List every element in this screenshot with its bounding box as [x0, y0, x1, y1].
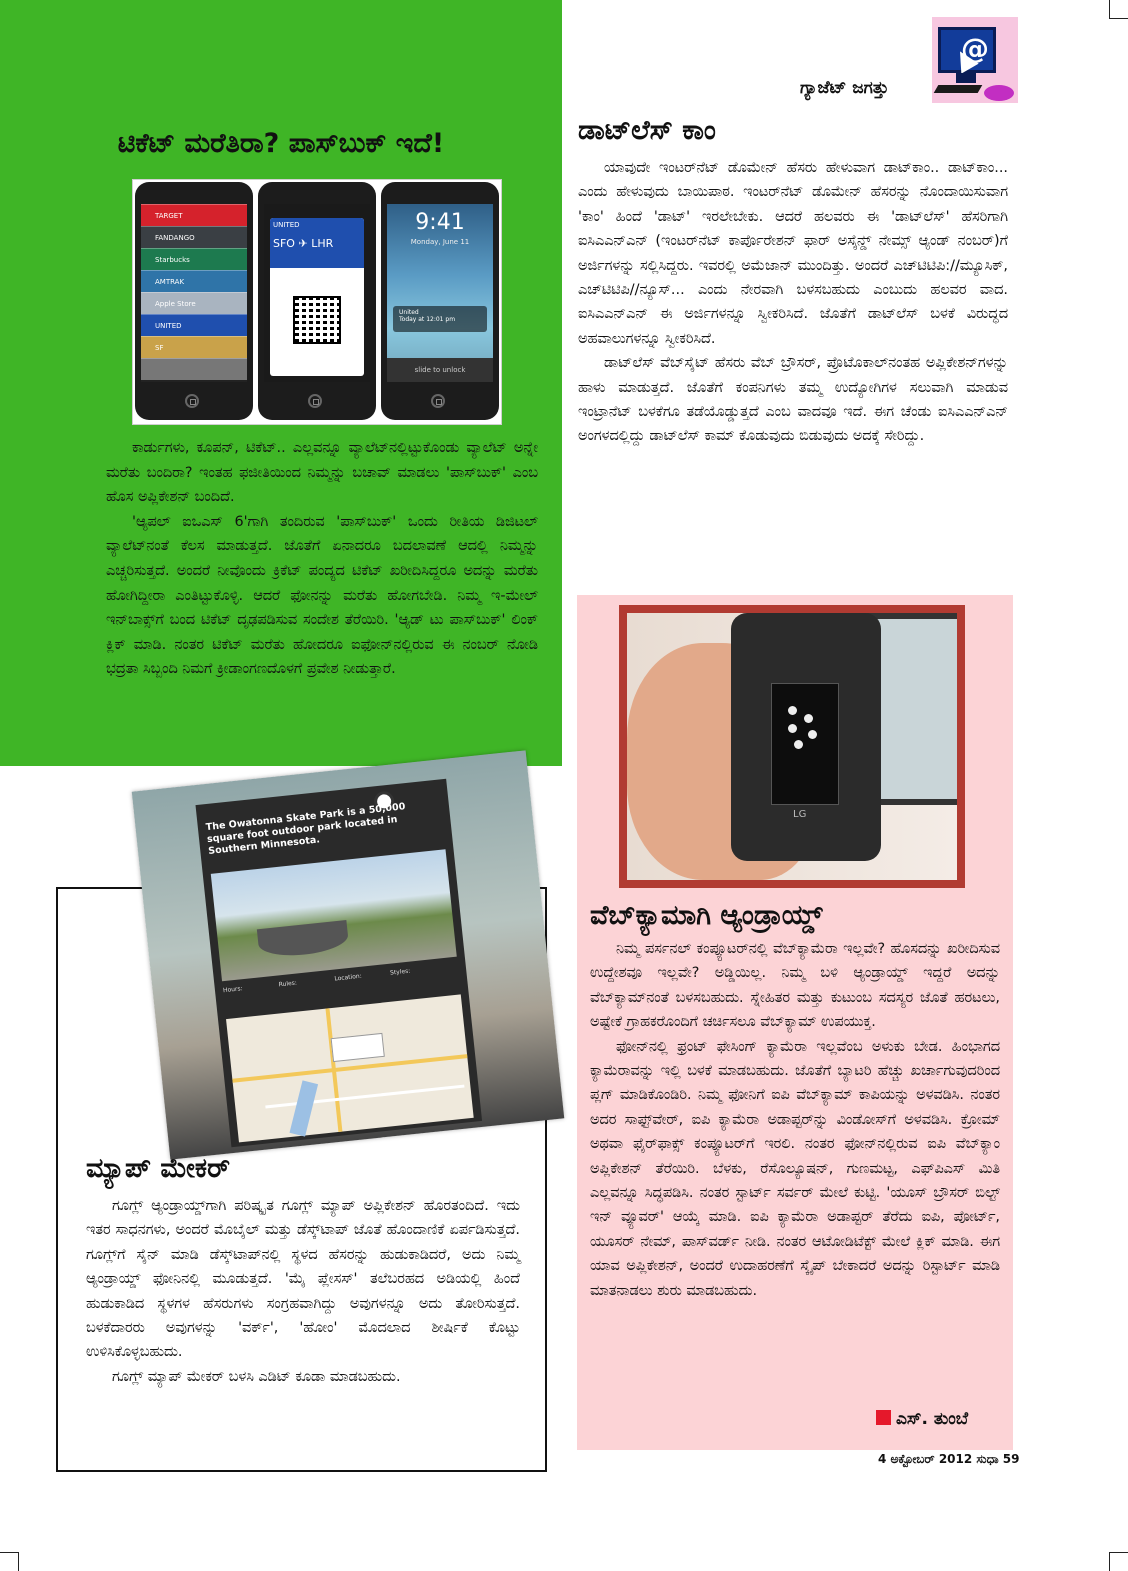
dotless-title: ಡಾಟ್‌ಲೆಸ್ ಕಾಂ — [578, 115, 716, 146]
mouse-icon — [984, 85, 1014, 101]
monitor-icon — [938, 27, 996, 73]
crop-mark-top-right — [1109, 0, 1128, 19]
passbook-phones-image — [132, 179, 502, 425]
crop-mark-bottom-left — [0, 1552, 19, 1571]
wallet-card: TARGET — [141, 204, 247, 226]
passbook-title: ಟಿಕೆಟ್ ಮರೆತಿರಾ? ಪಾಸ್‌ಬುಕ್ ಇದೆ! — [117, 128, 445, 159]
webcam-paragraph: ನಿಮ್ಮ ಪರ್ಸನಲ್ ಕಂಪ್ಯೂಟರ್‌ನಲ್ಲಿ ವೆಬ್‌ಕ್ಯಾಮೆರಾ ಇಲ್ಲವೇ? ಹೊಸದನ್ನು ಖರೀದಿಸುವ ಉದ್ದೇಶವೂ ಇಲ್ಲವೇ? ಅಡ್ಡಿಯಿಲ್ಲ. ನಿಮ್ಮ ಬಳಿ ಆ್ಯಂಡ್ರಾಯ್ಡ್ ಇದ್ದರೆ ಅದನ್ನು ವೆಬ್‌ಕ್ಯಾಮ್‌ನಂತೆ ಬಳಸಬಹುದು. ಸ್ನೇಹಿತರ ಮತ್ತು ಕುಟುಂಬ ಸದಸ್ಯರ ಜೊತೆ ಹರಟಲು, ಅಷ್ಟೇಕೆ ಗ್ರಾಹಕರೊಂದಿಗೆ ಚರ್ಚಿಸಲೂ ವೆಬ್‌ಕ್ಯಾಮ್ ಉಪಯುಕ್ತ. — [590, 941, 1000, 1031]
wallet-card: SF — [141, 336, 247, 358]
passbook-paragraph: 'ಆ್ಯಪಲ್ ಐಒಎಸ್ 6'ಗಾಗಿ ತಂದಿರುವ 'ಪಾಸ್‌ಬುಕ್' ಒಂದು ರೀತಿಯ ಡಿಜಿಟಲ್ ವ್ಯಾಲೆಟ್‌ನಂತೆ ಕೆಲಸ ಮಾಡುತ್ತದೆ. ಜೊತೆಗೆ ಏನಾದರೂ ಬದಲಾವಣೆ ಆದಲ್ಲಿ ನಿಮ್ಮನ್ನು ಎಚ್ಚರಿಸುತ್ತದೆ. ಅಂದರೆ ನೀವೊಂದು ಕ್ರಿಕೆಟ್ ಪಂದ್ಯದ ಟಿಕೆಟ್ ಖರೀದಿಸಿದ್ದರೂ ಅದನ್ನು ಮರೆತು ಹೋಗಿದ್ದೀರಾ ಎಂತಿಟ್ಟುಕೊಳ್ಳಿ. ಆದರೆ ಫೋನನ್ನು ಮರೆತು ಹೋಗಬೇಡಿ. ನಿಮ್ಮ ಇ-ಮೇಲ್ ಇನ್‌ಬಾಕ್ಸ್‌ಗೆ ಬಂದ ಟಿಕೆಟ್ ದೃಢಪಡಿಸುವ ಸಂದೇಶ ತೆರೆಯಿರಿ. 'ಆ್ಯಡ್ ಟು ಪಾಸ್‌ಬುಕ್' ಲಿಂಕ್ ಕ್ಲಿಕ್ ಮಾಡಿ. ನಂತರ ಟಿಕೆಟ್ ಮರೆತು ಹೋದರೂ ಐಫೋನ್‌ನಲ್ಲಿರುವ ಈ ನಂಬರ್ ನೋಡಿ ಭದ್ರತಾ ಸಿಬ್ಬಂದಿ ನಿಮಗೆ ಕ್ರೀಡಾಂಗಣದೊಳಗೆ ಪ್ರವೇಶ ನೀಡುತ್ತಾರೆ. — [106, 513, 538, 678]
phone-boarding-pass — [258, 182, 376, 420]
notification — [393, 306, 487, 332]
page-footer: 4 ಅಕ್ಟೋಬರ್ 2012 ಸುಧಾ 59 — [878, 1452, 1020, 1466]
webcam-body — [590, 937, 1000, 1303]
passbook-paragraph: ಕಾರ್ಡುಗಳು, ಕೂಪನ್, ಟಿಕೆಟ್.. ಎಲ್ಲವನ್ನೂ ವ್ಯಾಲೆಟ್‌ನಲ್ಲಿಟ್ಟುಕೊಂಡು ವ್ಯಾಲೆಟ್ ಅನ್ನೇ ಮರೆತು ಬಂದಿರಾ? ಇಂತಹ ಫಜೀತಿಯಿಂದ ನಿಮ್ಮನ್ನು ಬಚಾವ್ ಮಾಡಲು 'ಪಾಸ್‌ಬುಕ್' ಎಂಬ ಹೊಸ ಅಪ್ಲಿಕೇಶನ್ ಬಂದಿದೆ. — [106, 440, 538, 506]
mapmaker-screenshot — [132, 750, 565, 1159]
android-phone-back — [731, 613, 881, 861]
map-headline: The Owatonna Skate Park is a 50,000 square foot outdoor park located in Southern Minnesota. — [205, 801, 406, 857]
wallet-card: FANDANGO — [141, 226, 247, 248]
mapmaker-paragraph: ಗೂಗ್ಲ್ ಮ್ಯಾಪ್ ಮೇಕರ್ ಬಳಸಿ ಎಡಿಟ್ ಕೂಡಾ ಮಾಡಬಹುದು. — [112, 1368, 401, 1385]
map-info-panel — [195, 779, 482, 1147]
boarding-to: LHR — [311, 237, 334, 250]
home-button-icon — [308, 394, 322, 408]
wallet-card: Starbucks — [141, 248, 247, 270]
camera-module-icon — [771, 683, 839, 805]
dotless-body — [578, 156, 1008, 449]
passbook-body — [106, 436, 538, 682]
plane-icon: ✈ — [298, 237, 312, 250]
wallet-cards — [141, 204, 247, 382]
dotless-paragraph: ಡಾಟ್‌ಲೆಸ್ ವೆಬ್‌ಸೈಟ್ ಹೆಸರು ವೆಬ್ ಬ್ರೌಸರ್, ಪ್ರೊಟೊಕಾಲ್‌ನಂತಹ ಅಪ್ಲಿಕೇಶನ್‌ಗಳನ್ನು ಹಾಳು ಮಾಡುತ್ತದೆ. ಜೊತೆಗೆ ಕಂಪನಿಗಳು ತಮ್ಮ ಉದ್ಯೋಗಿಗಳ ಸಲುವಾಗಿ ಮಾಡುವ ಇಂಟ್ರಾನೆಟ್ ಬಳಕೆಗೂ ತಡೆಯೊಡ್ಡುತ್ತದೆ ಎಂಬ ವಾದವೂ ಇದೆ. ಈಗ ಚೆಂಡು ಐಸಿಎಎನ್‌ಎನ್ ಅಂಗಳದಲ್ಲಿದ್ದು ಡಾಟ್‌ಲೆಸ್ ಕಾಮ್ ಕೊಡುವುದು ಬಿಡುವುದು ಅದಕ್ಕೆ ಸೇರಿದ್ದು. — [578, 355, 1008, 445]
lock-date: Monday, June 11 — [410, 238, 470, 246]
map-meta-item: Hours: — [222, 985, 243, 995]
section-label: ಗ್ಯಾಜೆಟ್ ಜಗತ್ತು — [800, 78, 889, 98]
notification-text: Today at 12:01 pm — [399, 316, 456, 323]
webcam-paragraph: ಫೋನ್‌ನಲ್ಲಿ ಫ್ರಂಟ್ ಫೇಸಿಂಗ್ ಕ್ಯಾಮೆರಾ ಇಲ್ಲವೆಂಬ ಅಳುಕು ಬೇಡ. ಹಿಂಭಾಗದ ಕ್ಯಾಮೆರಾವನ್ನು ಇಲ್ಲಿ ಬಳಕೆ ಮಾಡಬಹುದು. ಜೊತೆಗೆ ಬ್ಯಾಟರಿ ಹೆಚ್ಚು ಖರ್ಚಾಗುವುದರಿಂದ ಪ್ಲಗ್ ಮಾಡಿಕೊಂಡಿರಿ. ನಿಮ್ಮ ಫೋನಿಗೆ ಐಪಿ ವೆಬ್‌ಕ್ಯಾಮ್ ಕಾಪಿಯನ್ನು ಅಳವಡಿಸಿ. ನಂತರ ಅದರ ಸಾಫ್ಟ್‌ವೇರ್, ಐಪಿ ಕ್ಯಾಮೆರಾ ಅಡಾಪ್ಟರ್‌ನ್ನು ವಿಂಡೋಸ್‌ಗೆ ಅಳವಡಿಸಿ. ಕ್ರೋಮ್ ಅಥವಾ ಫೈರ್‌ಫಾಕ್ಸ್ ಕಂಪ್ಯೂಟರ್‌ಗೆ ಇರಲಿ. ನಂತರ ಫೋನ್‌ನಲ್ಲಿರುವ ಐಪಿ ವೆಬ್‌ಕ್ಯಾಂ ಅಪ್ಲಿಕೇಶನ್ ತೆರೆಯಿರಿ. ಬೆಳಕು, ರೆಸೊಲ್ಯೂಷನ್, ಗುಣಮಟ್ಟ, ಎಫ್‌ಪಿಎಸ್ ಮಿತಿ ಎಲ್ಲವನ್ನೂ ಸಿದ್ಧಪಡಿಸಿ. ನಂತರ ಸ್ಟಾರ್ಟ್ ಸರ್ವರ್ ಮೇಲೆ ಕುಟ್ಟಿ. 'ಯೂಸ್ ಬ್ರೌಸರ್ ಬಿಲ್ಟ್ ಇನ್ ವ್ಯೂವರ್' ಆಯ್ಕೆ ಮಾಡಿ. ಐಪಿ ಕ್ಯಾಮೆರಾ ಅಡಾಪ್ಟರ್ ತೆರೆದು ಐಪಿ, ಪೋರ್ಟ್, ಯೂಸರ್ ನೇಮ್, ಪಾಸ್‌ವರ್ಡ್ ನೀಡಿ. ನಂತರ ಆಟೋಡಿಟೆಕ್ಟ್ ಮೇಲೆ ಕ್ಲಿಕ್ ಮಾಡಿ. ಈಗ ಯಾವ ಅಪ್ಲಿಕೇಶನ್, ಅಂದರೆ ಉದಾಹರಣೆಗೆ ಸ್ಕೈಪ್ ಬೇಕಾದರೆ ಅದನ್ನು ರಿಸ್ಟಾರ್ಟ್ ಮಾಡಿ ಮಾತನಾಡಲು ಶುರು ಮಾಡಬಹುದು. — [590, 1038, 1000, 1299]
at-sign-icon: @ — [961, 32, 989, 65]
map-pin-icon — [331, 1033, 385, 1062]
home-button-icon — [431, 394, 445, 408]
wallet-card — [141, 358, 247, 380]
byline — [876, 1409, 968, 1429]
mapmaker-paragraph: ಗೂಗ್ಲ್ ಆ್ಯಂಡ್ರಾಯ್ಡ್‌ಗಾಗಿ ಪರಿಷ್ಕೃತ ಗೂಗ್ಲ್ ಮ್ಯಾಪ್ ಅಪ್ಲಿಕೇಶನ್ ಹೊರತಂದಿದೆ. ಇದು ಇತರ ಸಾಧನಗಳು, ಅಂದರೆ ಮೊಬೈಲ್ ಮತ್ತು ಡೆಸ್ಕ್‌ಟಾಪ್ ಜೊತೆ ಹೊಂದಾಣಿಕೆ ಏರ್ಪಡಿಸುತ್ತದೆ. ಗೂಗ್ಲ್‌ಗೆ ಸೈನ್ ಮಾಡಿ ಡೆಸ್ಕ್‌ಟಾಪ್‌ನಲ್ಲಿ ಸ್ಥಳದ ಹೆಸರನ್ನು ಹುಡುಕಾಡಿದರೆ, ಅದು ನಿಮ್ಮ ಆ್ಯಂಡ್ರಾಯ್ಡ್ ಫೋನಿನಲ್ಲಿ ಮೂಡುತ್ತದೆ. 'ಮೈ ಪ್ಲೇಸಸ್' ತಲೆಬರಹದ ಅಡಿಯಲ್ಲಿ ಹಿಂದೆ ಹುಡುಕಾಡಿದ ಸ್ಥಳಗಳ ಹೆಸರುಗಳು ಸಂಗ್ರಹವಾಗಿದ್ದು ಅವುಗಳನ್ನೂ ಅದು ತೋರಿಸುತ್ತದೆ. ಬಳಕೆದಾರರು ಅವುಗಳನ್ನು 'ವರ್ಕ್', 'ಹೋಂ' ಮೊದಲಾದ ಶೀರ್ಷಿಕೆ ಕೊಟ್ಟು ಉಳಿಸಿಕೊಳ್ಳಬಹುದು. — [86, 1198, 520, 1361]
webcam-image-frame — [619, 605, 965, 888]
crop-mark-bottom-right — [1109, 1552, 1128, 1571]
map-meta-item: Styles: — [389, 967, 411, 977]
qr-code-icon — [295, 298, 339, 342]
phone-lock-screen — [381, 182, 499, 420]
notification-title: United — [399, 309, 419, 316]
boarding-pass — [270, 218, 364, 376]
keyboard-icon — [934, 85, 983, 93]
gadget-logo — [932, 17, 1018, 103]
byline-author: ಎಸ್. ತುಂಬೆ — [896, 1409, 969, 1429]
map-view — [226, 994, 474, 1142]
mapmaker-body — [86, 1194, 520, 1389]
webcam-title: ವೆಬ್‌ಕ್ಯಾಮಾಗಿ ಆ್ಯಂಡ್ರಾಯ್ಡ್ — [590, 900, 823, 931]
mapmaker-title: ಮ್ಯಾಪ್ ಮೇಕರ್ — [86, 1153, 231, 1184]
phone-wallet — [135, 182, 253, 420]
boarding-from: SFO — [273, 237, 295, 250]
wallet-card: AMTRAK — [141, 270, 247, 292]
home-button-icon — [185, 394, 199, 408]
wallet-card: UNITED — [141, 314, 247, 336]
byline-square-icon — [876, 1410, 891, 1425]
slide-to-unlock: slide to unlock — [387, 358, 493, 382]
dotless-paragraph: ಯಾವುದೇ ಇಂಟರ್‌ನೆಟ್ ಡೊಮೇನ್ ಹೆಸರು ಹೇಳುವಾಗ ಡಾಟ್‌ಕಾಂ.. ಡಾಟ್‌ಕಾಂ... ಎಂದು ಹೇಳುವುದು ಬಾಯಿಪಾಠ. ಇಂಟರ್‌ನೆಟ್ ಡೊಮೇನ್ ಹೆಸರನ್ನು ನೊಂದಾಯಿಸುವಾಗ 'ಕಾಂ' ಹಿಂದೆ 'ಡಾಟ್' ಇರಲೇಬೇಕು. ಆದರೆ ಹಲವರು ಈ 'ಡಾಟ್‌ಲೆಸ್' ಹೆಸರಿಗಾಗಿ ಐಸಿಎಎನ್‌ಎನ್ (ಇಂಟರ್‌ನೆಟ್ ಕಾರ್ಪೊರೇಶನ್ ಫಾರ್ ಅಸೈನ್ಡ್ ನೇಮ್ಸ್ ಆ್ಯಂಡ್ ನಂಬರ್)ಗೆ ಅರ್ಜಿಗಳನ್ನು ಸಲ್ಲಿಸಿದ್ದರು. ಇವರಲ್ಲಿ ಅಮೆಜಾನ್ ಮುಂದಿತ್ತು. ಅಂದರೆ ಎಚ್‌ಟಿಟಿಪಿ://ಮ್ಯೂಸಿಕ್, ಎಚ್‌ಟಿಟಿಪಿ//ನ್ಯೂಸ್... ಎಂದು ನೇರವಾಗಿ ಬಳಸಬಹುದು ಎಂಬುದು ಹಲವರ ವಾದ. ಐಸಿಎಎನ್‌ಎನ್ ಈ ಅರ್ಜಿಗಳನ್ನೂ ಸ್ವೀಕರಿಸಿದೆ. ಜೊತೆಗೆ ಡಾಟ್‌ಲೆಸ್ ಬಳಕೆ ವಿರುದ್ಧದ ಅಹವಾಲುಗಳನ್ನೂ ಸ್ವೀಕರಿಸಿದೆ. — [578, 160, 1008, 347]
webcam-photo — [627, 613, 957, 880]
phone-brand-logo: LG — [793, 809, 807, 820]
map-meta-item: Rules: — [278, 979, 298, 989]
skatepark-photo — [211, 849, 457, 981]
boarding-airline: UNITED — [273, 221, 300, 229]
wallet-card: Apple Store — [141, 292, 247, 314]
map-meta-item: Location: — [334, 972, 363, 983]
lock-time: 9:41 — [415, 210, 465, 235]
